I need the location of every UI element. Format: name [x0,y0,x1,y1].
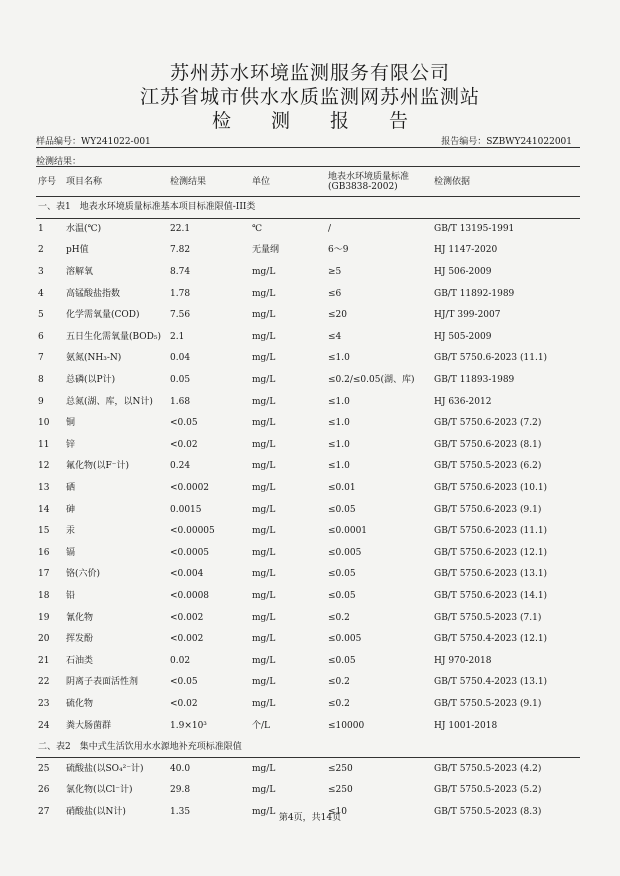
table-cell: 29.8 [170,785,191,796]
table-cell: ≥5 [328,267,342,278]
table-cell: 挥发酚 [66,634,94,645]
table-cell: 溶解氧 [66,267,94,278]
table-cell: 18 [38,590,50,601]
table-row [36,628,580,650]
table-cell: 21 [38,655,50,666]
table-cell: 铬(六价) [66,569,101,580]
table-cell: mg/L [252,483,276,494]
table-row [36,607,580,629]
table-cell: <0.002 [170,612,204,623]
table-cell: 粪大肠菌群 [66,720,112,731]
table-cell: ≤0.05 [328,569,356,580]
table-cell: 铅 [66,590,76,601]
col-header: 检测依据 [432,168,580,197]
table-row [36,434,580,456]
table-cell: ≤0.01 [328,483,356,494]
table-cell: mg/L [252,590,276,601]
section-header-row [36,197,580,219]
report-char: 检 [211,110,231,132]
table-cell: GB/T 5750.5-2023 (8.3) [434,806,542,817]
table-cell: <0.002 [170,634,204,645]
table-cell: 0.05 [170,375,191,386]
table-cell: 2.1 [170,331,185,342]
table-cell: HJ 1001-2018 [434,720,498,731]
table-cell: 0.0015 [170,504,202,515]
table-cell: ℃ [252,224,263,235]
table-cell: 7 [38,353,44,364]
table-cell: 14 [38,504,50,515]
table-cell: pH值 [66,245,89,256]
org-title: 苏州苏水环境监测服务有限公司 [169,62,450,84]
table-cell: mg/L [252,569,276,580]
table-cell: 1.68 [170,396,191,407]
table-cell: mg/L [252,267,276,278]
table-cell: mg/L [252,310,276,321]
table-cell: 高锰酸盐指数 [66,288,121,299]
table-cell: <0.02 [170,698,198,709]
table-cell: mg/L [252,634,276,645]
table-cell: ≤6 [328,288,342,299]
table-cell: 40.0 [170,763,191,774]
page-footer: 第4页，共14页 [278,813,342,823]
table-cell: 0.04 [170,353,191,364]
table-cell: ≤250 [328,785,353,796]
table-cell: ≤0.2 [328,698,350,709]
table-cell: 22 [38,677,50,688]
table-row [36,650,580,672]
table-cell: 硒 [66,483,76,494]
table-cell: 锌 [66,439,76,450]
table-cell: ≤10 [328,806,347,817]
table-cell: 氟化物(以F⁻计) [66,461,130,472]
table-row [36,369,580,391]
table-cell: 石油类 [66,655,94,666]
table-cell: 9 [38,396,44,407]
table-cell: <0.0002 [170,483,210,494]
table-cell: 6 [38,331,44,342]
table-cell: 总磷(以P计) [66,375,116,386]
results-table [36,168,580,823]
table-row [36,412,580,434]
table-cell: 13 [38,483,50,494]
table-cell: ≤0.2 [328,612,350,623]
table-cell: mg/L [252,677,276,688]
table-cell: 16 [38,547,50,558]
table-cell: mg/L [252,353,276,364]
table-cell: 硝酸盐(以N计) [66,806,126,817]
table-row [36,693,580,715]
table-cell: 11 [38,439,50,450]
table-cell: 15 [38,526,50,537]
table-cell: 26 [38,785,50,796]
table-cell: HJ 636-2012 [434,396,492,407]
table-cell: mg/L [252,785,276,796]
table-cell: / [328,224,332,235]
table-cell: mg/L [252,375,276,386]
table-cell: mg/L [252,698,276,709]
table-cell: 24 [38,720,50,731]
table-cell: HJ 1147-2020 [434,245,498,256]
table-cell: 硫化物 [66,698,94,709]
table-cell: mg/L [252,763,276,774]
table-cell: ≤0.2 [328,677,350,688]
table-cell: <0.004 [170,569,204,580]
table-cell: mg/L [252,418,276,429]
table-cell: 5 [38,310,44,321]
table-cell: <0.05 [170,418,198,429]
table-cell: 氰化物 [66,612,94,623]
col-header: 单位 [250,168,326,197]
table-cell: HJ 970-2018 [434,655,492,666]
table-cell: <0.00005 [170,526,215,537]
table-cell: ≤1.0 [328,353,350,364]
table-body [36,197,580,823]
table-cell: HJ 505-2009 [434,331,492,342]
table-cell: ≤1.0 [328,396,350,407]
col-header: 地表水环境质量标准(GB3838-2002) [326,168,432,197]
table-cell: GB/T 5750.6-2023 (11.1) [434,526,548,537]
table-row [36,348,580,370]
table-cell: 2 [38,245,44,256]
table-row [36,715,580,737]
report-number: 报告编号：SZBWY241022001 [441,137,572,147]
table-row [36,520,580,542]
table-row [36,542,580,564]
table-cell: 无量纲 [252,245,280,256]
table-cell: GB/T 11893-1989 [434,375,515,386]
table-row [36,456,580,478]
table-cell: 总氮(湖、库，以N计) [66,396,153,407]
table-row [36,261,580,283]
table-cell: 化学需氧量(COD) [66,310,140,321]
table-cell: GB/T 5750.6-2023 (11.1) [434,353,548,364]
table-row [36,477,580,499]
table-cell: mg/L [252,806,276,817]
table-cell: GB/T 5750.5-2023 (6.2) [434,461,542,472]
table-cell: ≤0.05 [328,504,356,515]
section-title: 二、表2 集中式生活饮用水水源地补充项标准限值 [36,736,580,758]
table-cell: <0.0008 [170,590,210,601]
table-cell: GB/T 5750.5-2023 (9.1) [434,698,542,709]
table-cell: 氯化物(以Cl⁻计) [66,785,133,796]
table-cell: 氨氮(NH₃-N) [66,353,122,364]
table-cell: 17 [38,569,50,580]
table-cell: 1.35 [170,806,191,817]
table-cell: GB/T 5750.6-2023 (13.1) [434,569,548,580]
table-cell: GB/T 5750.4-2023 (12.1) [434,634,548,645]
col-header: 检测结果 [168,168,250,197]
table-cell: 4 [38,288,44,299]
table-row [36,758,580,780]
results-label: 检测结果： [36,157,82,167]
col-header: 序号 [36,168,64,197]
table-cell: GB/T 5750.4-2023 (13.1) [434,677,548,688]
table-cell: 6～9 [328,245,349,256]
table-top-rule [36,166,580,167]
table-cell: 10 [38,418,50,429]
table-cell: GB/T 5750.6-2023 (12.1) [434,547,548,558]
table-cell: 1 [38,224,44,235]
table-cell: ≤0.2/≤0.05(湖、库) [328,375,415,386]
table-row [36,304,580,326]
table-cell: 27 [38,806,50,817]
section-title: 一、表1 地表水环境质量标准基本项目标准限值-III类 [36,197,580,219]
table-cell: <0.02 [170,439,198,450]
table-cell: 个/L [252,720,271,731]
table-cell: mg/L [252,331,276,342]
table-cell: ≤0.0001 [328,526,368,537]
table-row [36,780,580,802]
table-cell: GB/T 5750.6-2023 (7.2) [434,418,542,429]
table-cell: 19 [38,612,50,623]
table-cell: mg/L [252,526,276,537]
table-cell: 1.78 [170,288,191,299]
table-cell: 硫酸盐(以SO₄²⁻计) [66,763,144,774]
table-cell: 砷 [66,504,76,515]
table-cell: mg/L [252,547,276,558]
report-title [0,106,620,133]
table-cell: 铜 [66,418,76,429]
table-header-row [36,168,580,197]
report-char: 报 [330,110,350,132]
table-row [36,499,580,521]
report-char: 测 [270,110,290,132]
table-cell: GB/T 5750.6-2023 (8.1) [434,439,542,450]
table-cell: 8 [38,375,44,386]
table-cell: ≤0.05 [328,655,356,666]
table-cell: 7.56 [170,310,191,321]
table-row [36,240,580,262]
station-title: 江苏省城市供水水质监测网苏州监测站 [139,86,480,108]
table-cell: GB/T 5750.5-2023 (7.1) [434,612,542,623]
table-row [36,585,580,607]
report-char: 告 [389,110,409,132]
table-cell: <0.0005 [170,547,210,558]
table-cell: 8.74 [170,267,191,278]
table-cell: ≤10000 [328,720,365,731]
table-cell: ≤1.0 [328,418,350,429]
table-cell: 23 [38,698,50,709]
table-cell: mg/L [252,612,276,623]
table-cell: ≤250 [328,763,353,774]
table-cell: 3 [38,267,44,278]
table-cell: 五日生化需氧量(BOD₅) [66,331,162,342]
table-cell: ≤4 [328,331,342,342]
table-cell: mg/L [252,655,276,666]
table-cell: mg/L [252,396,276,407]
table-cell: 22.1 [170,224,191,235]
table-cell: GB/T 11892-1989 [434,288,515,299]
section-header-row [36,736,580,758]
table-cell: HJ 506-2009 [434,267,492,278]
table-cell: ≤0.05 [328,590,356,601]
table-cell: GB/T 5750.5-2023 (4.2) [434,763,542,774]
table-cell: GB/T 5750.6-2023 (14.1) [434,590,548,601]
table-row [36,391,580,413]
table-cell: 12 [38,461,50,472]
table-row [36,218,580,240]
table-cell: HJ/T 399-2007 [434,310,501,321]
table-cell: mg/L [252,439,276,450]
table-cell: GB/T 13195-1991 [434,224,515,235]
table-cell: ≤0.005 [328,547,362,558]
table-cell: 7.82 [170,245,191,256]
table-cell: 0.24 [170,461,191,472]
table-row [36,564,580,586]
table-cell: 水温(℃) [66,224,102,235]
table-cell: ≤1.0 [328,439,350,450]
table-cell: GB/T 5750.5-2023 (5.2) [434,785,542,796]
table-cell: 25 [38,763,50,774]
table-cell: ≤1.0 [328,461,350,472]
table-cell: 20 [38,634,50,645]
header-rule [36,147,580,148]
table-cell: GB/T 5750.6-2023 (10.1) [434,483,548,494]
table-cell: 阴离子表面活性剂 [66,677,139,688]
table-cell: GB/T 5750.6-2023 (9.1) [434,504,542,515]
table-cell: 汞 [66,526,76,537]
table-row [36,672,580,694]
table-cell: 0.02 [170,655,191,666]
table-cell: ≤20 [328,310,347,321]
table-cell: 1.9×10³ [170,720,207,731]
table-row [36,283,580,305]
table-cell: mg/L [252,288,276,299]
table-cell: ≤0.005 [328,634,362,645]
table-row [36,326,580,348]
table-cell: 镉 [66,547,76,558]
table-cell: mg/L [252,504,276,515]
table-cell: mg/L [252,461,276,472]
table-cell: <0.05 [170,677,198,688]
col-header: 项目名称 [64,168,168,197]
sample-number: 样品编号：WY241022-001 [36,137,151,147]
